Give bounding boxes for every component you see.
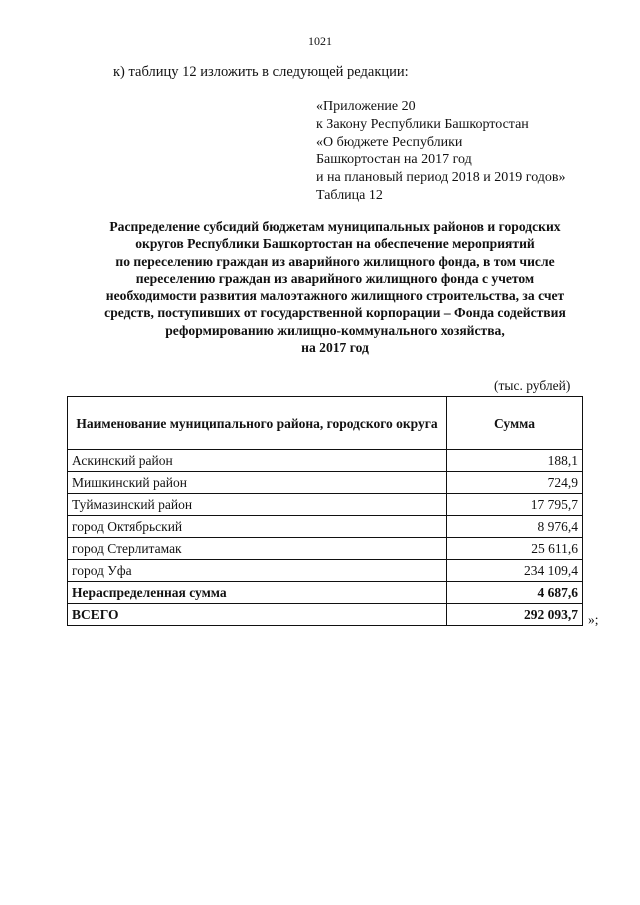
page-number: 1021 bbox=[308, 34, 332, 48]
row-amount: 292 093,7 bbox=[447, 604, 583, 626]
row-amount: 17 795,7 bbox=[447, 494, 583, 516]
title-line: реформированию жилищно-коммунального хозяйства, bbox=[165, 322, 505, 338]
row-name: Аскинский район bbox=[68, 450, 447, 472]
unit-note: (тыс. рублей) bbox=[494, 378, 571, 393]
appendix-line: «О бюджете Республики bbox=[316, 134, 463, 150]
title-line: по переселению граждан из аварийного жилищного фонда, в том числе bbox=[115, 253, 555, 269]
table-header-row bbox=[68, 397, 583, 450]
table-number: Таблица 12 bbox=[316, 187, 383, 203]
appendix-block bbox=[316, 98, 566, 205]
row-amount: 8 976,4 bbox=[447, 516, 583, 538]
row-name: Туймазинский район bbox=[68, 494, 447, 516]
header-name: Наименование муниципального района, городского округа bbox=[68, 397, 447, 450]
table-row bbox=[68, 472, 583, 494]
row-name: ВСЕГО bbox=[68, 604, 447, 626]
title-line: Распределение субсидий бюджетам муниципальных районов и городских bbox=[109, 219, 561, 234]
row-amount: 4 687,6 bbox=[447, 582, 583, 604]
title-line: переселению граждан из аварийного жилищного фонда с учетом bbox=[135, 270, 535, 286]
appendix-line: и на плановый период 2018 и 2019 годов» bbox=[316, 170, 566, 186]
title-line: на 2017 год bbox=[301, 340, 369, 356]
row-amount: 724,9 bbox=[447, 472, 583, 494]
row-name: город Уфа bbox=[68, 560, 447, 582]
intro-line: к) таблицу 12 изложить в следующей редакции: bbox=[113, 64, 409, 80]
row-name: Мишкинский район bbox=[68, 472, 447, 494]
table-row bbox=[68, 516, 583, 538]
table-body bbox=[68, 450, 583, 626]
row-name: Нераспределенная сумма bbox=[68, 582, 447, 604]
table-row bbox=[68, 538, 583, 560]
title-line: средств, поступивших от государственной корпорации – Фонда содействия bbox=[104, 305, 566, 321]
table-row bbox=[68, 582, 583, 604]
subsidy-table bbox=[67, 396, 583, 626]
title-line: необходимости развития малоэтажного жилищного строительства, за счет bbox=[105, 288, 565, 304]
header-amount: Сумма bbox=[447, 397, 583, 450]
row-name: город Стерлитамак bbox=[68, 538, 447, 560]
document-title bbox=[70, 218, 600, 356]
table-row bbox=[68, 450, 583, 472]
row-amount: 188,1 bbox=[447, 450, 583, 472]
appendix-line: к Закону Республики Башкортостан bbox=[316, 116, 529, 132]
appendix-line: Башкортостан на 2017 год bbox=[316, 152, 472, 168]
row-amount: 234 109,4 bbox=[447, 560, 583, 582]
row-amount: 25 611,6 bbox=[447, 538, 583, 560]
appendix-line: «Приложение 20 bbox=[316, 99, 416, 114]
closing-quote: »; bbox=[588, 612, 599, 627]
row-name: город Октябрьский bbox=[68, 516, 447, 538]
title-line: округов Республики Башкортостан на обеспечение мероприятий bbox=[135, 236, 535, 252]
table-row bbox=[68, 494, 583, 516]
table-row bbox=[68, 560, 583, 582]
table-row bbox=[68, 604, 583, 626]
